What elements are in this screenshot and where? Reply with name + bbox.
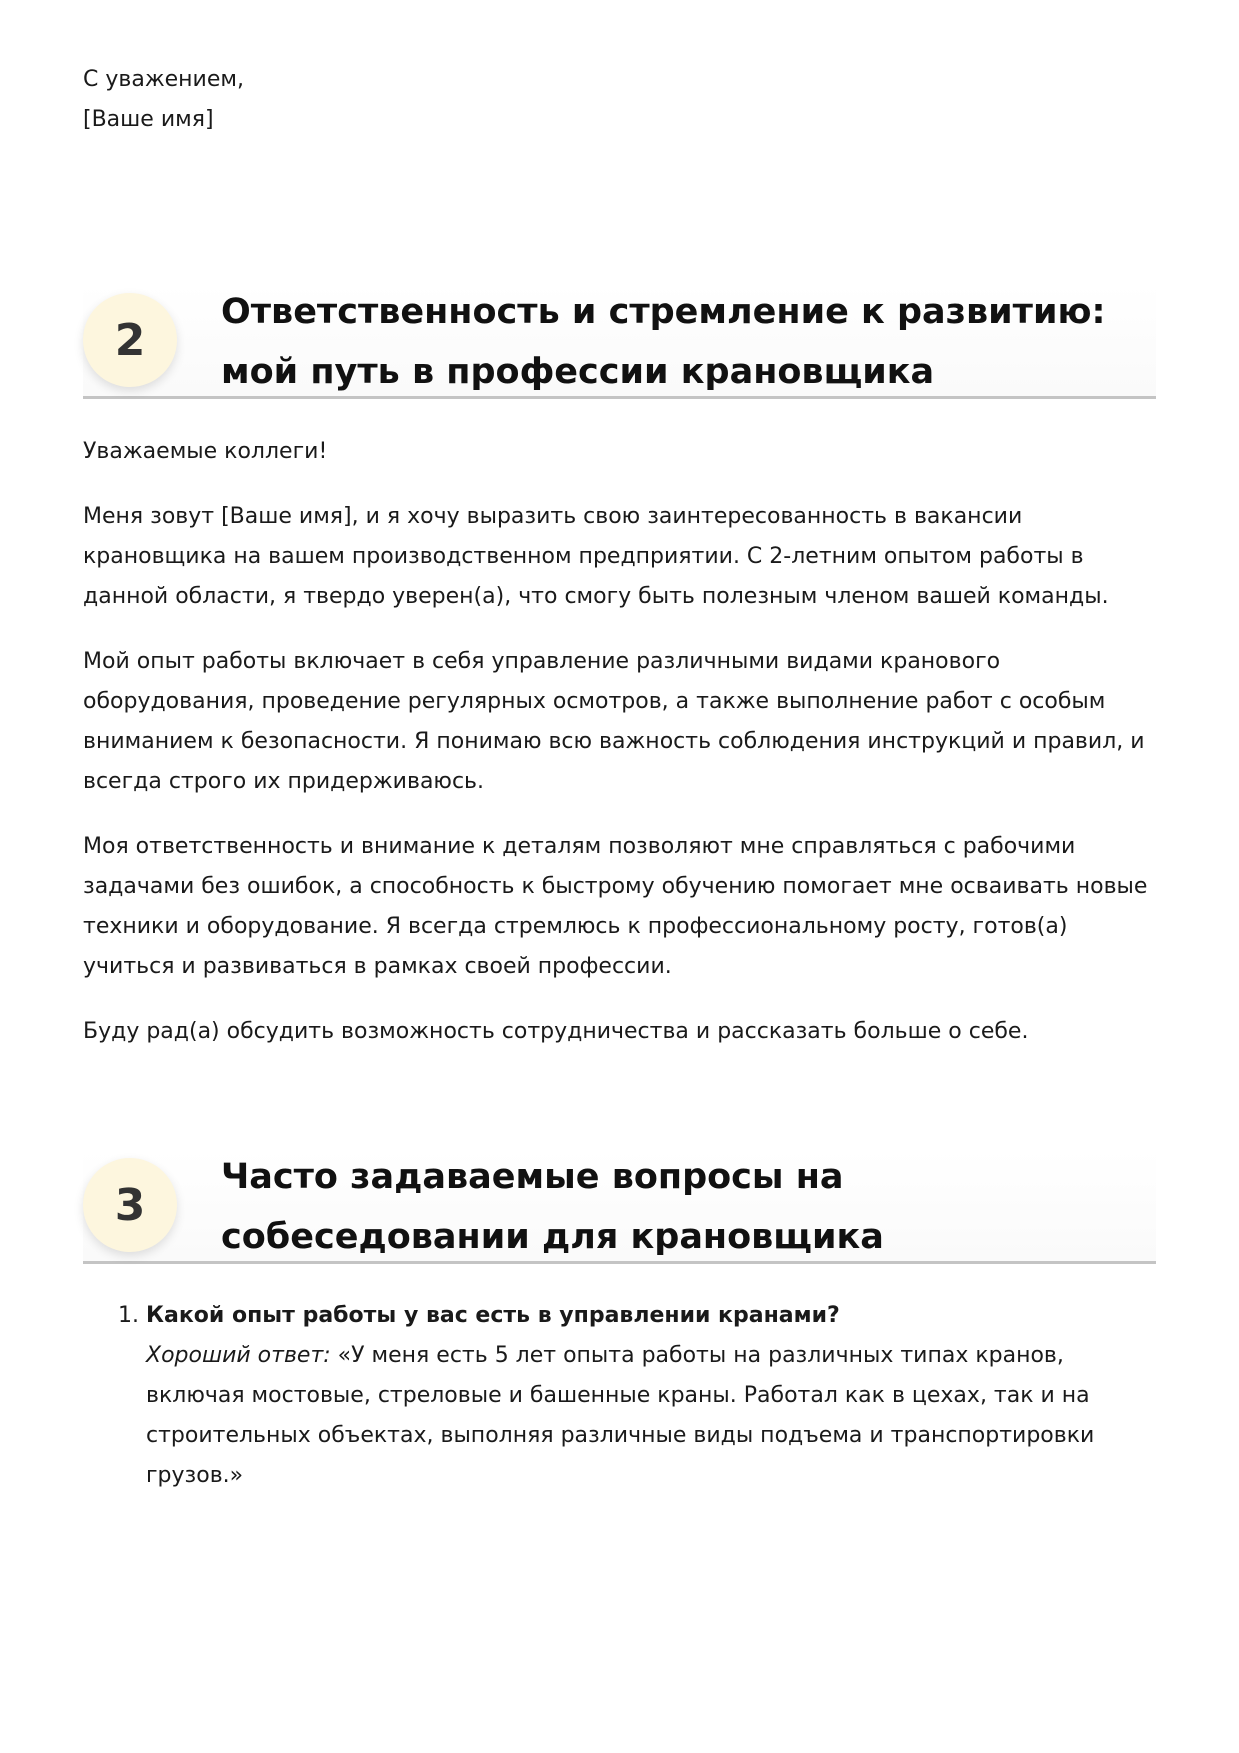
faq-question: Какой опыт работы у вас есть в управлении кранами? [146,1303,840,1328]
section-3-header [83,1150,1156,1264]
signoff-name: [Ваше имя] [83,107,214,132]
faq-list [83,1296,1156,1496]
paragraph: Буду рад(а) обсудить возможность сотрудничества и рассказать больше о себе. [83,1019,1029,1044]
paragraph: Уважаемые коллеги! [83,439,328,464]
signoff-greeting: С уважением, [83,67,244,92]
faq-answer-lead: Хороший ответ: [146,1343,331,1368]
faq-item [146,1296,1156,1496]
section-3-number-badge: 3 [83,1158,177,1252]
section-2-number-badge: 2 [83,293,177,387]
paragraph: Меня зовут [Ваше имя], и я хочу выразить свою заинтересованность в вакансии крановщика на вашем производственном предприятии. С 2-летним опытом работы в данной области, я твердо уверен(а), что смогу быть полезным членом вашей команды. [83,504,1109,609]
faq-answer: «У меня есть 5 лет опыта работы на различных типах кранов, включая мостовые, стреловые и башенные краны. Работал как в цехах, так и на строительных объектах, выполняя различные виды подъема и транспортировки грузов.» [146,1343,1095,1488]
section-2-header [83,284,1156,399]
paragraph: Мой опыт работы включает в себя управление различными видами кранового оборудования, проведение регулярных осмотров, а также выполнение работ с особым вниманием к безопасности. Я понимаю всю важность соблюдения инструкций и правил, и всегда строго их придерживаюсь. [83,649,1145,794]
letter-signoff [83,60,244,140]
section-2-body [83,432,1156,1077]
section-2-title: Ответственность и стремление к развитию: мой путь в профессии крановщика [221,292,1106,392]
section-3-title: Часто задаваемые вопросы на собеседовании для крановщика [221,1157,884,1257]
paragraph: Моя ответственность и внимание к деталям позволяют мне справляться с рабочими задачами без ошибок, а способность к быстрому обучению помогает мне осваивать новые техники и оборудование. Я всегда стремлюсь к профессиональному росту, готов(а) учиться и развиваться в рамках своей профессии. [83,834,1148,979]
